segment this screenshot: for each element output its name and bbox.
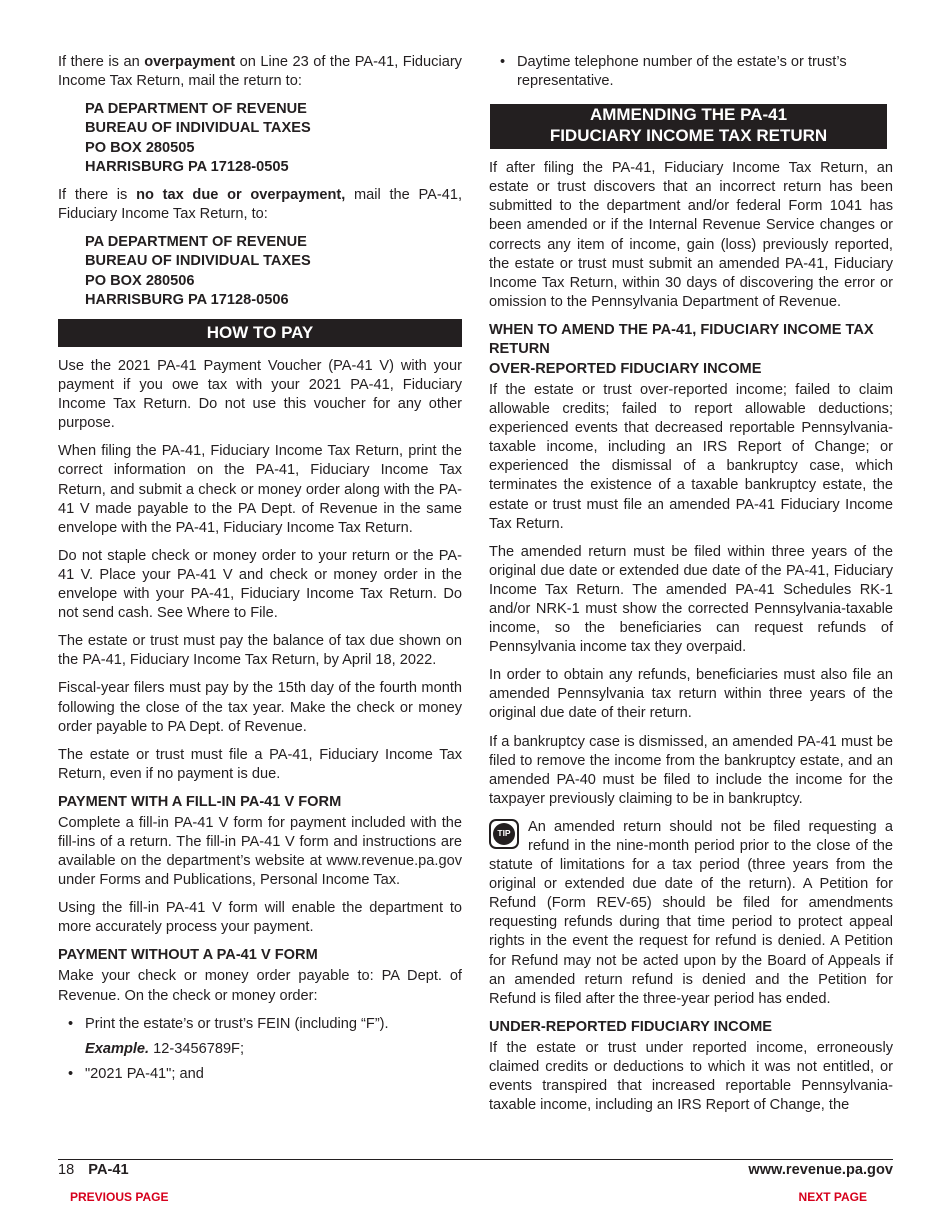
when-to-amend-heading: WHEN TO AMEND THE PA-41, FIDUCIARY INCOME TAX RETURN: [489, 321, 874, 357]
paragraph: Complete a fill-in PA-41 V form for payment included with the fill-ins of a return. The fill-in PA-41 V form and instructions are available on the department’s website at www.revenue.pa.gov under Forms and Publications, Personal Income Tax.: [58, 814, 462, 889]
previous-page-link[interactable]: PREVIOUS PAGE: [70, 1190, 169, 1204]
paragraph: If the estate or trust over-reported income; failed to claim allowable credits; failed to report allowable deductions; experienced events that decreased reportable Pennsylvania-taxable income, including an IRS Report of Change; or experienced the dismissal of a bankruptcy case, which terminates the existence of a taxable bankruptcy estate, the estate or trust must file an amended PA-41 Fiduciary Income Tax Return.: [489, 381, 893, 532]
paragraph: If a bankruptcy case is dismissed, an amended PA-41 must be filed to remove the income from the bankruptcy estate, and an amended PA-40 must be filed to include the income for the taxpayer previously claiming to be in bankruptcy.: [489, 733, 893, 807]
paragraph: Fiscal-year filers must pay by the 15th day of the fourth month following the close of the tax year. Make the check or money order payable to PA Dept. of Revenue.: [58, 680, 462, 735]
under-reported-heading: UNDER-REPORTED FIDUCIARY INCOME: [489, 1018, 772, 1035]
how-to-pay-heading: HOW TO PAY: [58, 319, 462, 347]
amending-heading: AMMENDING THE PA-41 FIDUCIARY INCOME TAX RETURN: [490, 104, 887, 149]
no-tax-due-instructions: If there is no tax due or overpayment, mail the PA-41, Fiduciary Income Tax Return, to:: [58, 187, 462, 223]
paragraph: Use the 2021 PA-41 Payment Voucher (PA-41 V) with your payment if you owe tax with your 2021 PA-41, Fiduciary Income Tax Return. Do not use this voucher for any other purpose.: [58, 358, 462, 432]
paragraph: Make your check or money order payable to: PA Dept. of Revenue. On the check or money order:: [58, 968, 462, 1004]
paragraph: When filing the PA-41, Fiduciary Income Tax Return, print the correct information on the PA-41, Fiduciary Income Tax Return, and submit a check or money order along with the PA-41 V made payable to the PA Dept. of Revenue in the same envelope with the PA-41, Fiduciary Income Tax Return.: [58, 443, 462, 536]
footer-website[interactable]: www.revenue.pa.gov: [748, 1162, 893, 1178]
paragraph: The amended return must be filed within three years of the original due date or extended due date of the PA-41, Fiduciary Income Tax Return. The amended PA-41 Schedules RK-1 and/or NRK-1 must show the corrected Pennsylvania-taxable income, so the beneficiaries can request refunds of Pennsylvania income tax they overpaid.: [489, 543, 893, 656]
left-column: [58, 53, 462, 1090]
right-column: [489, 53, 893, 1124]
page-number: 18: [58, 1162, 75, 1178]
check-info-list-end: [490, 53, 893, 91]
example-line: Example. 12-3456789F;: [85, 1040, 245, 1057]
check-info-list: [58, 1015, 462, 1034]
list-item: • Daytime telephone number of the estate’s or trust’s representative.: [490, 53, 893, 91]
list-item: • "2021 PA-41"; and: [58, 1065, 462, 1084]
paragraph: In order to obtain any refunds, beneficiaries must also file an amended Pennsylvania tax return within three years of the original due date of their return.: [489, 667, 893, 722]
check-info-list-cont: [58, 1065, 462, 1084]
paragraph: Do not staple check or money order to your return or the PA-41 V. Place your PA-41 V and check or money order in the envelope with your PA-41, Fiduciary Income Tax Return. Do not send cash. See Where to File.: [58, 547, 462, 622]
footer-page-info: [58, 1160, 129, 1180]
overpayment-instructions: If there is an overpayment on Line 23 of the PA-41, Fiduciary Income Tax Return, mail the return to:: [58, 54, 462, 90]
overpayment-address: PA DEPARTMENT OF REVENUE BUREAU OF INDIVIDUAL TAXES PO BOX 280505 HARRISBURG PA 17128-0505: [85, 101, 311, 175]
paragraph: The estate or trust must pay the balance of tax due shown on the PA-41, Fiduciary Income Tax Return, by April 18, 2022.: [58, 633, 462, 669]
next-page-link[interactable]: NEXT PAGE: [798, 1190, 867, 1204]
without-form-heading: PAYMENT WITHOUT A PA-41 V FORM: [58, 947, 318, 964]
over-reported-heading: OVER-REPORTED FIDUCIARY INCOME: [489, 360, 762, 377]
paragraph: If the estate or trust under reported income, erroneously claimed credits or deductions to which it was not entitled, or events transpired that increased reportable Pennsylvania-taxable income, including an IRS Report of Change, the: [489, 1039, 893, 1114]
tip-note: [489, 818, 893, 1009]
tip-text: An amended return should not be filed requesting a refund in the nine-month period prior to the close of the statute of limitations for a tax period (three years from the original or extended due date of the return). A Petition for Refund (Form REV-65) should be filed for amendments requesting refunds during that time period to protect appeal rights in the event the request for refund is denied. A Petition for Refund may not be acted upon by the Board of Appeals if an amended return refund is denied and the Petition for Refund is filed after the three-year period has ended.: [489, 818, 893, 1007]
list-item: • Print the estate’s or trust’s FEIN (including “F”).: [58, 1015, 462, 1034]
tip-icon: TIP: [489, 819, 519, 849]
fill-in-form-heading: PAYMENT WITH A FILL-IN PA-41 V FORM: [58, 793, 342, 810]
no-tax-due-address: PA DEPARTMENT OF REVENUE BUREAU OF INDIVIDUAL TAXES PO BOX 280506 HARRISBURG PA 17128-0506: [85, 234, 311, 308]
form-name: PA-41: [88, 1162, 129, 1178]
paragraph: If after filing the PA-41, Fiduciary Income Tax Return, an estate or trust discovers that an incorrect return has been submitted to the department and/or federal Form 1041 has been amended or if the Internal Revenue Service changes or corrects any item of income, gain (loss) previously reported, the estate or trust must submit an amended PA-41, Fiduciary Income Tax Return, within 30 days of discovering the error or omission to the Pennsylvania Department of Revenue.: [489, 160, 893, 310]
paragraph: The estate or trust must file a PA-41, Fiduciary Income Tax Return, even if no payment is due.: [58, 746, 462, 782]
paragraph: Using the fill-in PA-41 V form will enable the department to more accurately process your payment.: [58, 900, 462, 936]
